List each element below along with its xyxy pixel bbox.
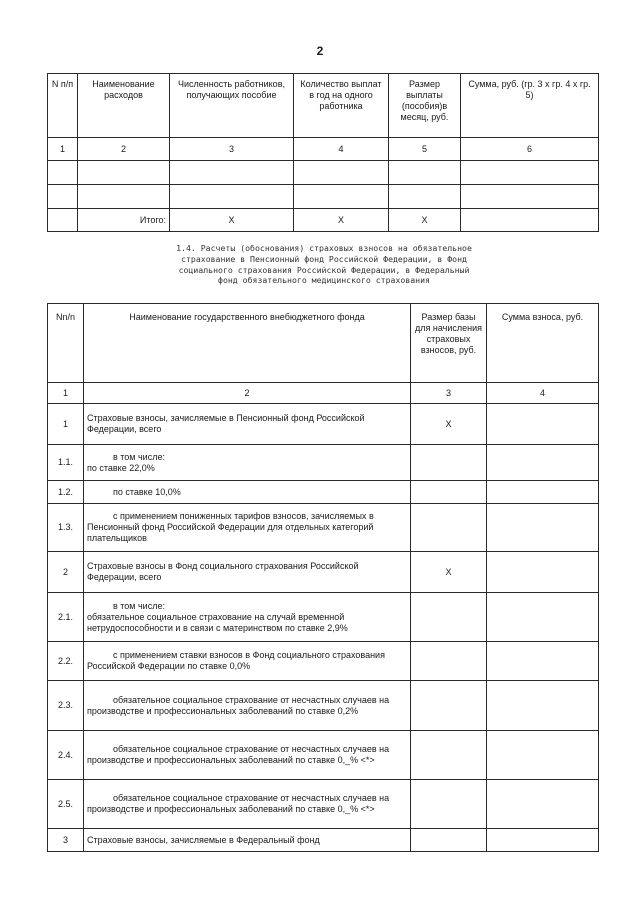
table-row: 2.5. обязательное социальное страхование от несчастных случаев на производстве и профессиональных заболеваний по ставке 0,_% <*> bbox=[48, 780, 599, 829]
table-header-row bbox=[48, 304, 599, 383]
column-number: 1 bbox=[48, 138, 78, 161]
header-cell: Размер базы для начисления страховых взносов, руб. bbox=[411, 304, 487, 383]
table-row: 3 Страховые взносы, зачисляемые в Федеральный фонд bbox=[48, 829, 599, 852]
total-label: Итого: bbox=[78, 209, 170, 232]
header-cell: Наименование расходов bbox=[78, 74, 170, 138]
column-number: 2 bbox=[84, 383, 411, 404]
table-row bbox=[48, 161, 599, 185]
table-row: 2.4. обязательное социальное страхование от несчастных случаев на производстве и профессиональных заболеваний по ставке 0,_% <*> bbox=[48, 731, 599, 780]
header-cell: Сумма, руб. (гр. 3 х гр. 4 х гр. 5) bbox=[461, 74, 599, 138]
header-cell: Nn/n bbox=[48, 304, 84, 383]
header-cell: Размер выплаты (пособия)в месяц, руб. bbox=[389, 74, 461, 138]
section-title: 1.4. Расчеты (обоснования) страховых взносов на обязательное страхование в Пенсионный фонд Российской Федерации, в Фонд социального страхования Российской Федерации, в Федеральный фонд обязательного медицинского страхования bbox=[176, 243, 472, 286]
table-row: 1.3. с применением пониженных тарифов взносов, зачисляемых в Пенсионный фонд Российской Федерации для отдельных категорий плательщиков bbox=[48, 504, 599, 552]
table-row: 1.1. в том числе: по ставке 22,0% bbox=[48, 445, 599, 481]
total-mark: Х bbox=[389, 209, 461, 232]
table-row: 1 Страховые взносы, зачисляемые в Пенсионный фонд Российской Федерации, всего Х bbox=[48, 404, 599, 445]
column-number: 4 bbox=[487, 383, 599, 404]
header-cell: N п/п bbox=[48, 74, 78, 138]
row-1-1-text: в том числе: по ставке 22,0% bbox=[84, 445, 411, 481]
benefits-table bbox=[47, 73, 599, 232]
column-number: 3 bbox=[411, 383, 487, 404]
column-number: 3 bbox=[170, 138, 294, 161]
table-header-row bbox=[48, 74, 599, 138]
column-number: 4 bbox=[294, 138, 389, 161]
header-cell: Наименование государственного внебюджетного фонда bbox=[84, 304, 411, 383]
table-row: 2 Страховые взносы в Фонд социального страхования Российской Федерации, всего Х bbox=[48, 552, 599, 593]
total-mark: Х bbox=[294, 209, 389, 232]
column-number-row bbox=[48, 383, 599, 404]
table-row: 2.1. в том числе: обязательное социальное страхование на случай временной нетрудоспособности и в связи с материнством по ставке 2,9% bbox=[48, 593, 599, 642]
column-number-row bbox=[48, 138, 599, 161]
column-number: 6 bbox=[461, 138, 599, 161]
table-row: 2.2. с применением ставки взносов в Фонд социального страхования Российской Федерации по ставке 0,0% bbox=[48, 642, 599, 681]
header-cell: Количество выплат в год на одного работника bbox=[294, 74, 389, 138]
table-row: 2.3. обязательное социальное страхование от несчастных случаев на производстве и профессиональных заболеваний по ставке 0,2% bbox=[48, 681, 599, 731]
table-row: 1.2. по ставке 10,0% bbox=[48, 481, 599, 504]
header-cell: Численность работников, получающих пособие bbox=[170, 74, 294, 138]
total-mark: Х bbox=[170, 209, 294, 232]
column-number: 5 bbox=[389, 138, 461, 161]
column-number: 1 bbox=[48, 383, 84, 404]
total-row bbox=[48, 209, 599, 232]
header-cell: Сумма взноса, руб. bbox=[487, 304, 599, 383]
insurance-contributions-table bbox=[47, 303, 599, 852]
page-number: 2 bbox=[316, 44, 324, 58]
table-row bbox=[48, 185, 599, 209]
column-number: 2 bbox=[78, 138, 170, 161]
